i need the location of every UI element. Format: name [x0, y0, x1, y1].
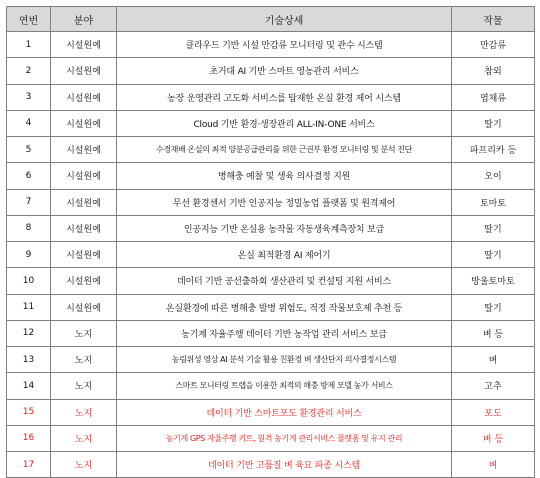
header-detail: 기술상세 — [117, 7, 452, 32]
table-row — [7, 163, 535, 189]
row-crop: 파프리카 등 — [452, 137, 535, 163]
table-row — [7, 84, 535, 110]
row-field: 노지 — [51, 425, 117, 451]
row-detail: 온실환경에 따른 병해충 발병 위험도, 적정 작물보호제 추천 등 — [117, 294, 452, 320]
row-field: 노지 — [51, 320, 117, 346]
tech-table — [6, 6, 535, 478]
row-field: 노지 — [51, 399, 117, 425]
row-no: 12 — [7, 320, 51, 346]
table-row — [7, 347, 535, 373]
row-crop: 딸기 — [452, 110, 535, 136]
row-crop: 벼 — [452, 452, 535, 478]
row-field: 시설원예 — [51, 294, 117, 320]
row-detail: 초거대 AI 기반 스마트 영농관리 서비스 — [117, 58, 452, 84]
row-detail: 농장 운영관리 고도화 서비스를 탑재한 온실 환경 제어 시스템 — [117, 84, 452, 110]
row-detail: Cloud 기반 환경·생장관리 ALL-IN-ONE 서비스 — [117, 110, 452, 136]
table-row — [7, 320, 535, 346]
row-no: 1 — [7, 32, 51, 58]
table-row-highlighted — [7, 399, 535, 425]
header-row — [7, 7, 535, 32]
row-field: 시설원예 — [51, 110, 117, 136]
row-detail: 농림위성 영상 AI 분석 기술 활용 친환경 벼 생산단지 의사결정시스템 — [117, 347, 452, 373]
row-crop: 딸기 — [452, 215, 535, 241]
row-no: 14 — [7, 373, 51, 399]
row-no: 16 — [7, 425, 51, 451]
row-field: 시설원예 — [51, 137, 117, 163]
row-no: 15 — [7, 399, 51, 425]
row-detail: 스마트 모니터링 트랩을 이용한 최적의 해충 방제 모델 농가 서비스 — [117, 373, 452, 399]
row-detail: 병해충 예찰 및 생육 의사결정 지원 — [117, 163, 452, 189]
row-crop: 엽채류 — [452, 84, 535, 110]
row-field: 시설원예 — [51, 58, 117, 84]
row-detail: 온실 최적환경 AI 제어기 — [117, 242, 452, 268]
row-detail: 클라우드 기반 시설 만감류 모니터링 및 관수 시스템 — [117, 32, 452, 58]
table-row — [7, 58, 535, 84]
row-no: 2 — [7, 58, 51, 84]
row-field: 시설원예 — [51, 32, 117, 58]
row-crop: 오이 — [452, 163, 535, 189]
table-row-highlighted — [7, 452, 535, 478]
header-field: 분야 — [51, 7, 117, 32]
row-no: 6 — [7, 163, 51, 189]
header-crop: 작물 — [452, 7, 535, 32]
row-no: 17 — [7, 452, 51, 478]
table-row — [7, 215, 535, 241]
row-no: 11 — [7, 294, 51, 320]
row-crop: 참외 — [452, 58, 535, 84]
row-detail: 인공지능 기반 온실용 농작물 자동생육계측장치 보급 — [117, 215, 452, 241]
table-row — [7, 189, 535, 215]
row-crop: 고추 — [452, 373, 535, 399]
table-row — [7, 110, 535, 136]
row-field: 시설원예 — [51, 84, 117, 110]
row-no: 8 — [7, 215, 51, 241]
row-detail: 데이터 기반 고품질 벼 육묘 파종 시스템 — [117, 452, 452, 478]
row-crop: 딸기 — [452, 294, 535, 320]
row-detail: 수경재배 온실의 최적 양분공급관리를 위한 근권부 환경 모니터링 및 분석 진단 — [117, 137, 452, 163]
table-row — [7, 242, 535, 268]
row-field: 노지 — [51, 373, 117, 399]
row-detail: 데이터 기반 스마트포도 환경관리 서비스 — [117, 399, 452, 425]
row-field: 시설원예 — [51, 268, 117, 294]
row-crop: 방울토마토 — [452, 268, 535, 294]
row-crop: 만감류 — [452, 32, 535, 58]
table-row — [7, 373, 535, 399]
row-crop: 벼 등 — [452, 425, 535, 451]
table-row — [7, 137, 535, 163]
row-crop: 토마토 — [452, 189, 535, 215]
row-crop: 딸기 — [452, 242, 535, 268]
row-no: 3 — [7, 84, 51, 110]
row-crop: 벼 등 — [452, 320, 535, 346]
header-no: 연번 — [7, 7, 51, 32]
row-no: 7 — [7, 189, 51, 215]
table-row — [7, 32, 535, 58]
table-row — [7, 268, 535, 294]
row-no: 5 — [7, 137, 51, 163]
row-field: 시설원예 — [51, 215, 117, 241]
row-field: 시설원예 — [51, 242, 117, 268]
row-no: 13 — [7, 347, 51, 373]
row-crop: 벼 — [452, 347, 535, 373]
row-no: 9 — [7, 242, 51, 268]
row-field: 시설원예 — [51, 163, 117, 189]
row-field: 노지 — [51, 452, 117, 478]
row-no: 4 — [7, 110, 51, 136]
table-row-highlighted — [7, 425, 535, 451]
row-crop: 포도 — [452, 399, 535, 425]
row-field: 노지 — [51, 347, 117, 373]
row-detail: 농기계 GPS 자율주행 키트, 원격 농기계 관리서비스 플랫폼 및 유지 관리 — [117, 425, 452, 451]
row-detail: 데이터 기반 공선출하회 생산관리 및 컨설팅 지원 서비스 — [117, 268, 452, 294]
table-row — [7, 294, 535, 320]
row-field: 시설원예 — [51, 189, 117, 215]
row-detail: 농기계 자율주행 데이터 기반 농작업 관리 서비스 보급 — [117, 320, 452, 346]
row-no: 10 — [7, 268, 51, 294]
row-detail: 무선 환경센서 기반 인공지능 정밀농업 플랫폼 및 원격제어 — [117, 189, 452, 215]
